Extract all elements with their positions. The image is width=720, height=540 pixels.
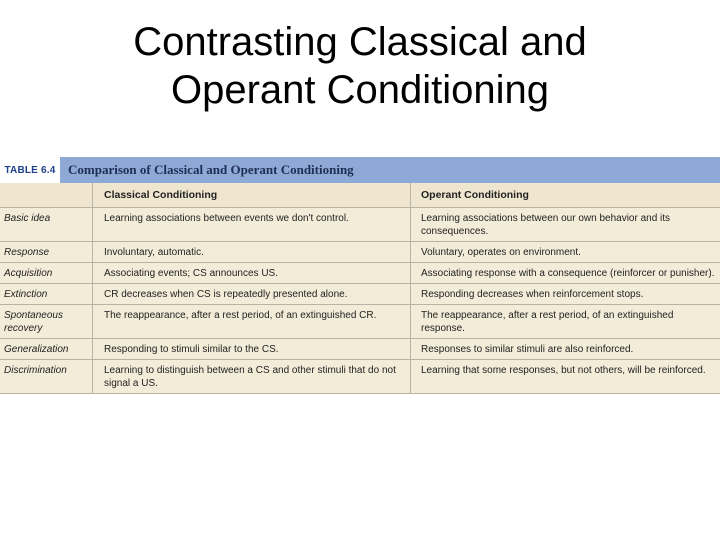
row-classical: CR decreases when CS is repeatedly presented alone. [93, 284, 411, 305]
row-topic: Acquisition [0, 263, 93, 284]
column-header-classical: Classical Conditioning [93, 183, 411, 208]
table-number-label: TABLE 6.4 [0, 157, 60, 183]
row-operant: Voluntary, operates on environment. [411, 242, 720, 263]
row-operant: Responding decreases when reinforcement stops. [411, 284, 720, 305]
row-classical: Learning to distinguish between a CS and other stimuli that do not signal a US. [93, 360, 411, 394]
table-row [0, 208, 720, 242]
row-operant: Responses to similar stimuli are also reinforced. [411, 339, 720, 360]
row-topic: Spontaneous recovery [0, 305, 93, 339]
comparison-table [0, 183, 720, 394]
row-topic: Basic idea [0, 208, 93, 242]
row-topic: Discrimination [0, 360, 93, 394]
row-topic: Extinction [0, 284, 93, 305]
row-operant: Learning associations between our own behavior and its consequences. [411, 208, 720, 242]
row-classical: Responding to stimuli similar to the CS. [93, 339, 411, 360]
row-classical: The reappearance, after a rest period, of an extinguished CR. [93, 305, 411, 339]
row-operant: Learning that some responses, but not others, will be reinforced. [411, 360, 720, 394]
row-operant: The reappearance, after a rest period, of an extinguished response. [411, 305, 720, 339]
column-header-topic [0, 183, 93, 208]
table-row [0, 284, 720, 305]
slide-title-line-1: Contrasting Classical and [133, 20, 587, 64]
column-header-operant: Operant Conditioning [411, 183, 720, 208]
row-classical: Involuntary, automatic. [93, 242, 411, 263]
table-row [0, 263, 720, 284]
row-operant: Associating response with a consequence (reinforcer or punisher). [411, 263, 720, 284]
row-classical: Associating events; CS announces US. [93, 263, 411, 284]
table-row [0, 305, 720, 339]
row-classical: Learning associations between events we don't control. [93, 208, 411, 242]
table-caption: Comparison of Classical and Operant Conditioning [68, 162, 354, 177]
table-row [0, 242, 720, 263]
row-topic: Generalization [0, 339, 93, 360]
table-header-row [0, 183, 720, 208]
slide-title-line-2: Operant Conditioning [170, 68, 550, 112]
slide-title [0, 18, 720, 114]
row-topic: Response [0, 242, 93, 263]
comparison-table-container [0, 157, 720, 394]
table-row [0, 360, 720, 394]
table-header-bar [0, 157, 720, 183]
table-row [0, 339, 720, 360]
